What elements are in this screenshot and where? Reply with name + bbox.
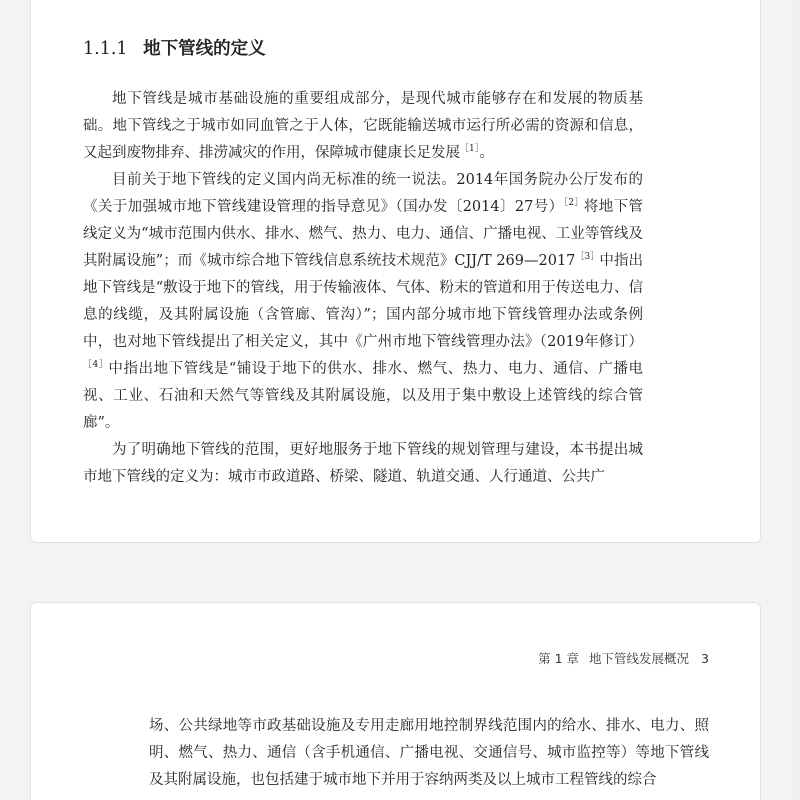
document-page-2 [30, 602, 761, 800]
vertical-scrollbar[interactable] [792, 0, 800, 800]
paragraph-3: 为了明确地下管线的范围，更好地服务于地下管线的规划管理与建设，本书提出城市地下管线的定义为：城市市政道路、桥梁、隧道、轨道交通、人行通道、公共广 [83, 442, 643, 485]
subsection-number: 1.1.1 [83, 39, 128, 59]
paragraph-continued: 场、公共绿地等市政基础设施及专用走廊用地控制界线范围内的给水、排水、电力、照明、燃气、热力、通信（含手机通信、广播电视、交通信号、城市监控等）等地下管线及其附属设施，也包括建于城市地下并用于容纳两类及以上城市工程管线的综合 [149, 718, 709, 788]
paragraph-2 [83, 167, 643, 437]
subsection-title: 地下管线的定义 [143, 39, 266, 59]
document-page-1 [30, 0, 761, 543]
paragraph-text: 将地下管线定义为“城市范围内供水、排水、燃气、热力、电力、通信、广播电视、工业等管线及其附属设施”；而《城市综合地下管线信息系统技术规范》CJJ/T 269—2017 [83, 199, 643, 269]
body-text [83, 86, 643, 491]
paragraph-text: 地下管线是城市基础设施的重要组成部分，是现代城市能够存在和发展的物质基础。地下管线之于城市如同血管之于人体，它既能输送城市运行所必需的资源和信息，又起到废物排弃、排涝减灾的作用，保障城市健康长足发展 [83, 91, 643, 161]
reference-4[interactable]: ［4］ [83, 360, 109, 371]
running-header [538, 649, 709, 667]
body-text [149, 713, 709, 794]
paragraph-end: 。 [479, 145, 494, 161]
reference-2[interactable]: ［2］ [563, 198, 584, 209]
page-number: 3 [701, 651, 709, 666]
reference-1[interactable]: ［1］ [460, 144, 480, 155]
chapter-title: 地下管线发展概况 [589, 651, 690, 666]
paragraph-text: 中指出地下管线是“铺设于地下的供水、排水、燃气、热力、电力、通信、广播电视、工业、石油和天然气等管线及其附属设施，以及用于集中敷设上述管线的综合管廊”。 [83, 361, 643, 431]
reference-3[interactable]: ［3］ [575, 252, 600, 263]
chapter-label: 第 1 章 [538, 651, 580, 666]
paragraph-text: 目前关于地下管线的定义国内尚无标准的统一说法。2014年国务院办公厅发布的《关于加强城市地下管线建设管理的指导意见》（国办发〔2014〕27号） [83, 172, 643, 215]
paragraph-text: 中指出地下管线是“敷设于地下的管线，用于传输液体、气体、粉末的管道和用于传送电力、信息的线缆，及其附属设施（含管廊、管沟）”；国内部分城市地下管线管理办法或条例中，也对地下管线提出了相关定义，其中《广州市地下管线管理办法》（2019年修订） [83, 253, 644, 350]
paragraph-1 [83, 86, 643, 167]
subsection-heading [83, 35, 266, 60]
